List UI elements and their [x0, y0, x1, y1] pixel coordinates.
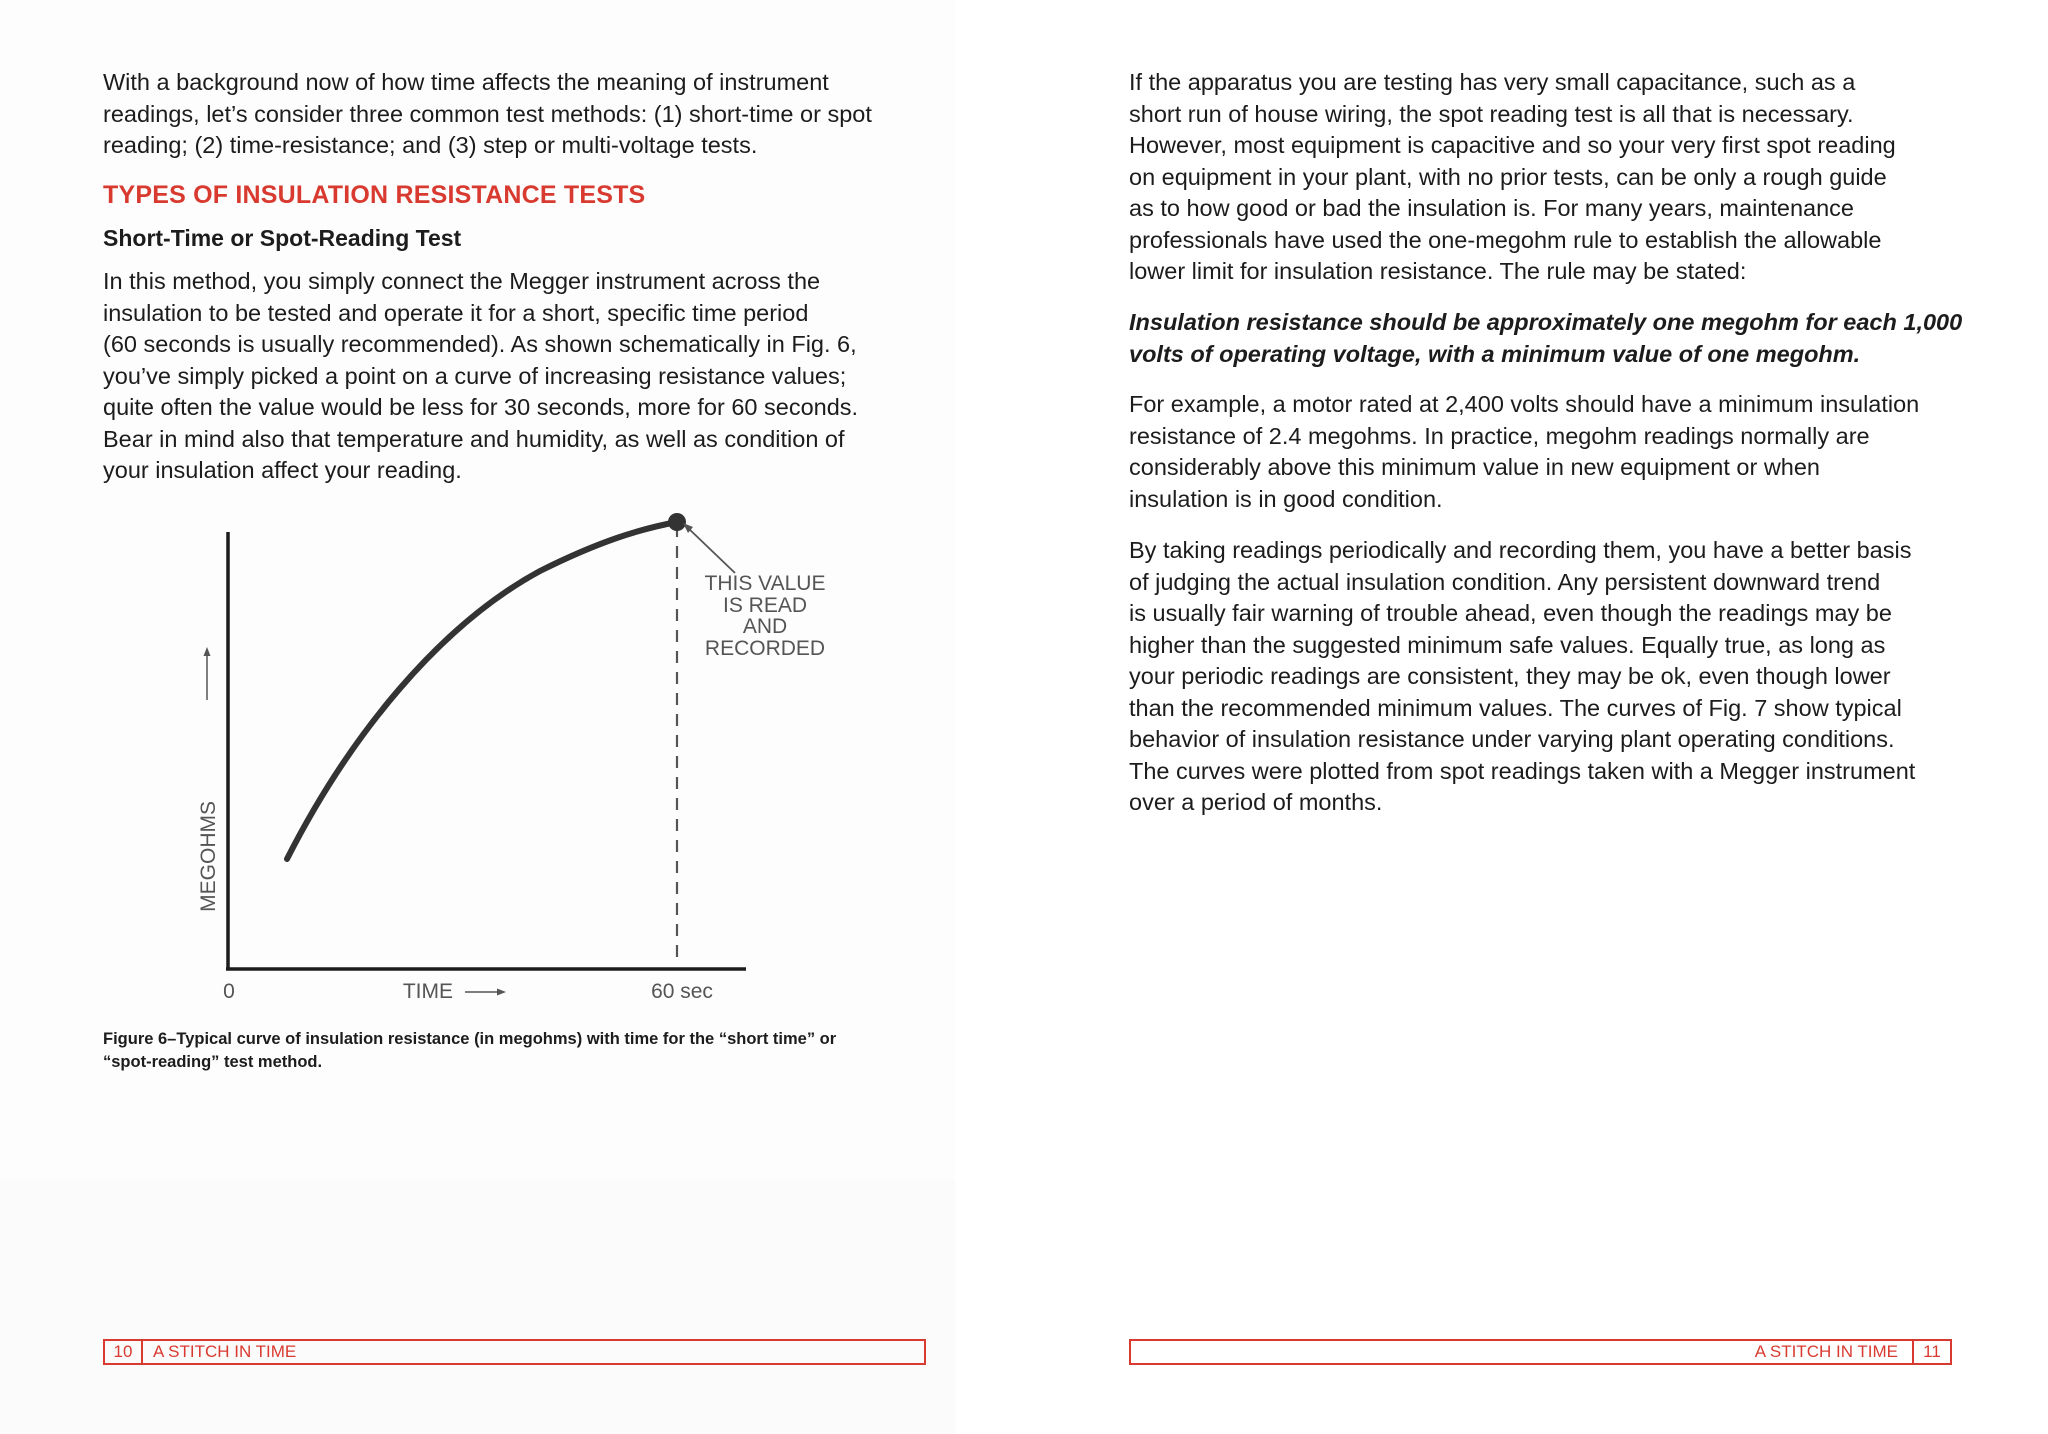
periodic-readings-paragraph: [1129, 535, 1915, 819]
one-megohm-rule: [1129, 307, 1962, 370]
text-line: short run of house wiring, the spot reading test is all that is necessary.: [1129, 100, 1854, 127]
method-paragraph: [103, 266, 858, 487]
text-line: volts of operating voltage, with a minimum value of one megohm.: [1129, 340, 1861, 367]
x-origin-label: 0: [223, 980, 235, 1003]
annotation-line: AND: [742, 615, 788, 638]
page-shading: [0, 1180, 955, 1434]
text-line: lower limit for insulation resistance. The rule may be stated:: [1129, 258, 1747, 284]
text-line: With a background now of how time affects the meaning of instrument: [103, 69, 829, 95]
annotation-line: RECORDED: [704, 637, 826, 660]
text-line: than the recommended minimum values. The curves of Fig. 7 show typical: [1129, 694, 1902, 721]
text-line: is usually fair warning of trouble ahead, even though the readings may be: [1129, 600, 1892, 626]
text-line: your periodic readings are consistent, they may be ok, even though lower: [1129, 663, 1891, 689]
y-axis-label: MEGOHMS: [197, 801, 220, 912]
text-line: The curves were plotted from spot readings taken with a Megger instrument: [1129, 757, 1916, 784]
resistance-curve: [287, 522, 677, 859]
text-line: resistance of 2.4 megohms. In practice, megohm readings normally are: [1129, 422, 1870, 449]
text-line: of judging the actual insulation condition. Any persistent downward trend: [1129, 568, 1881, 595]
text-line: you’ve simply picked a point on a curve of increasing resistance values;: [103, 362, 847, 389]
resistance-curve-svg: [180, 505, 826, 1015]
y-axis-label-group: [197, 647, 220, 912]
text-line: quite often the value would be less for 30 seconds, more for 60 seconds.: [103, 394, 859, 420]
text-line: insulation to be tested and operate it for a short, specific time period: [103, 299, 809, 326]
text-line: However, most equipment is capacitive and so your very first spot reading: [1129, 132, 1896, 158]
text-line: on equipment in your plant, with no prior tests, can be only a rough guide: [1129, 163, 1887, 190]
text-line: If the apparatus you are testing has very small capacitance, such as a: [1129, 69, 1856, 95]
text-line: as to how good or bad the insulation is. For many years, maintenance: [1129, 195, 1854, 221]
y-axis-arrowhead: [204, 647, 211, 656]
text-line: considerably above this minimum value in new equipment or when: [1129, 454, 1821, 480]
footer-left: [103, 1339, 926, 1365]
text-line: (60 seconds is usually recommended). As shown schematically in Fig. 6,: [103, 331, 857, 357]
annotation-line: IS READ: [722, 594, 808, 617]
text-line: insulation is in good condition.: [1129, 485, 1443, 512]
running-title: A STITCH IN TIME: [153, 1342, 297, 1361]
x-mark-label: 60 sec: [651, 980, 713, 1003]
page-number: 11: [1912, 1341, 1950, 1363]
text-line: behavior of insulation resistance under varying plant operating conditions.: [1129, 726, 1895, 752]
text-line: By taking readings periodically and recording them, you have a better basis: [1129, 537, 1912, 563]
figure-6-diagram: [180, 505, 826, 1015]
page-number: 10: [105, 1341, 143, 1363]
annotation-line: THIS VALUE: [704, 572, 826, 595]
x-axis-arrowhead: [497, 989, 506, 996]
sub-heading: Short-Time or Spot-Reading Test: [103, 225, 462, 251]
running-title: A STITCH IN TIME: [1754, 1342, 1898, 1361]
caption-line: “spot-reading” test method.: [103, 1053, 323, 1071]
text-line: your insulation affect your reading.: [103, 457, 462, 483]
text-line: professionals have used the one-megohm rule to establish the allowable: [1129, 226, 1882, 253]
footer-right: [1129, 1339, 1952, 1365]
section-heading: TYPES OF INSULATION RESISTANCE TESTS: [103, 181, 646, 209]
figure-caption: [103, 1028, 836, 1074]
text-line: readings, let’s consider three common test methods: (1) short-time or spot: [103, 100, 872, 127]
text-line: higher than the suggested minimum safe values. Equally true, as long as: [1129, 631, 1886, 658]
caption-line: Figure 6–Typical curve of insulation resistance (in megohms) with time for the “short time” or: [103, 1030, 837, 1048]
text-line: over a period of months.: [1129, 789, 1383, 815]
text-line: In this method, you simply connect the Megger instrument across the: [103, 268, 821, 294]
x-axis-label: TIME: [402, 980, 453, 1003]
example-paragraph: [1129, 389, 1919, 515]
annotation-pointer: [687, 527, 735, 573]
text-line: reading; (2) time-resistance; and (3) step or multi-voltage tests.: [103, 132, 758, 158]
text-line: Insulation resistance should be approximately one megohm for each 1,000: [1129, 309, 1963, 335]
intro-paragraph: [103, 67, 872, 162]
capacitance-paragraph: [1129, 67, 1896, 288]
text-line: Bear in mind also that temperature and humidity, as well as condition of: [103, 425, 845, 452]
recorded-point: [668, 513, 686, 531]
text-line: For example, a motor rated at 2,400 volts should have a minimum insulation: [1129, 391, 1920, 417]
